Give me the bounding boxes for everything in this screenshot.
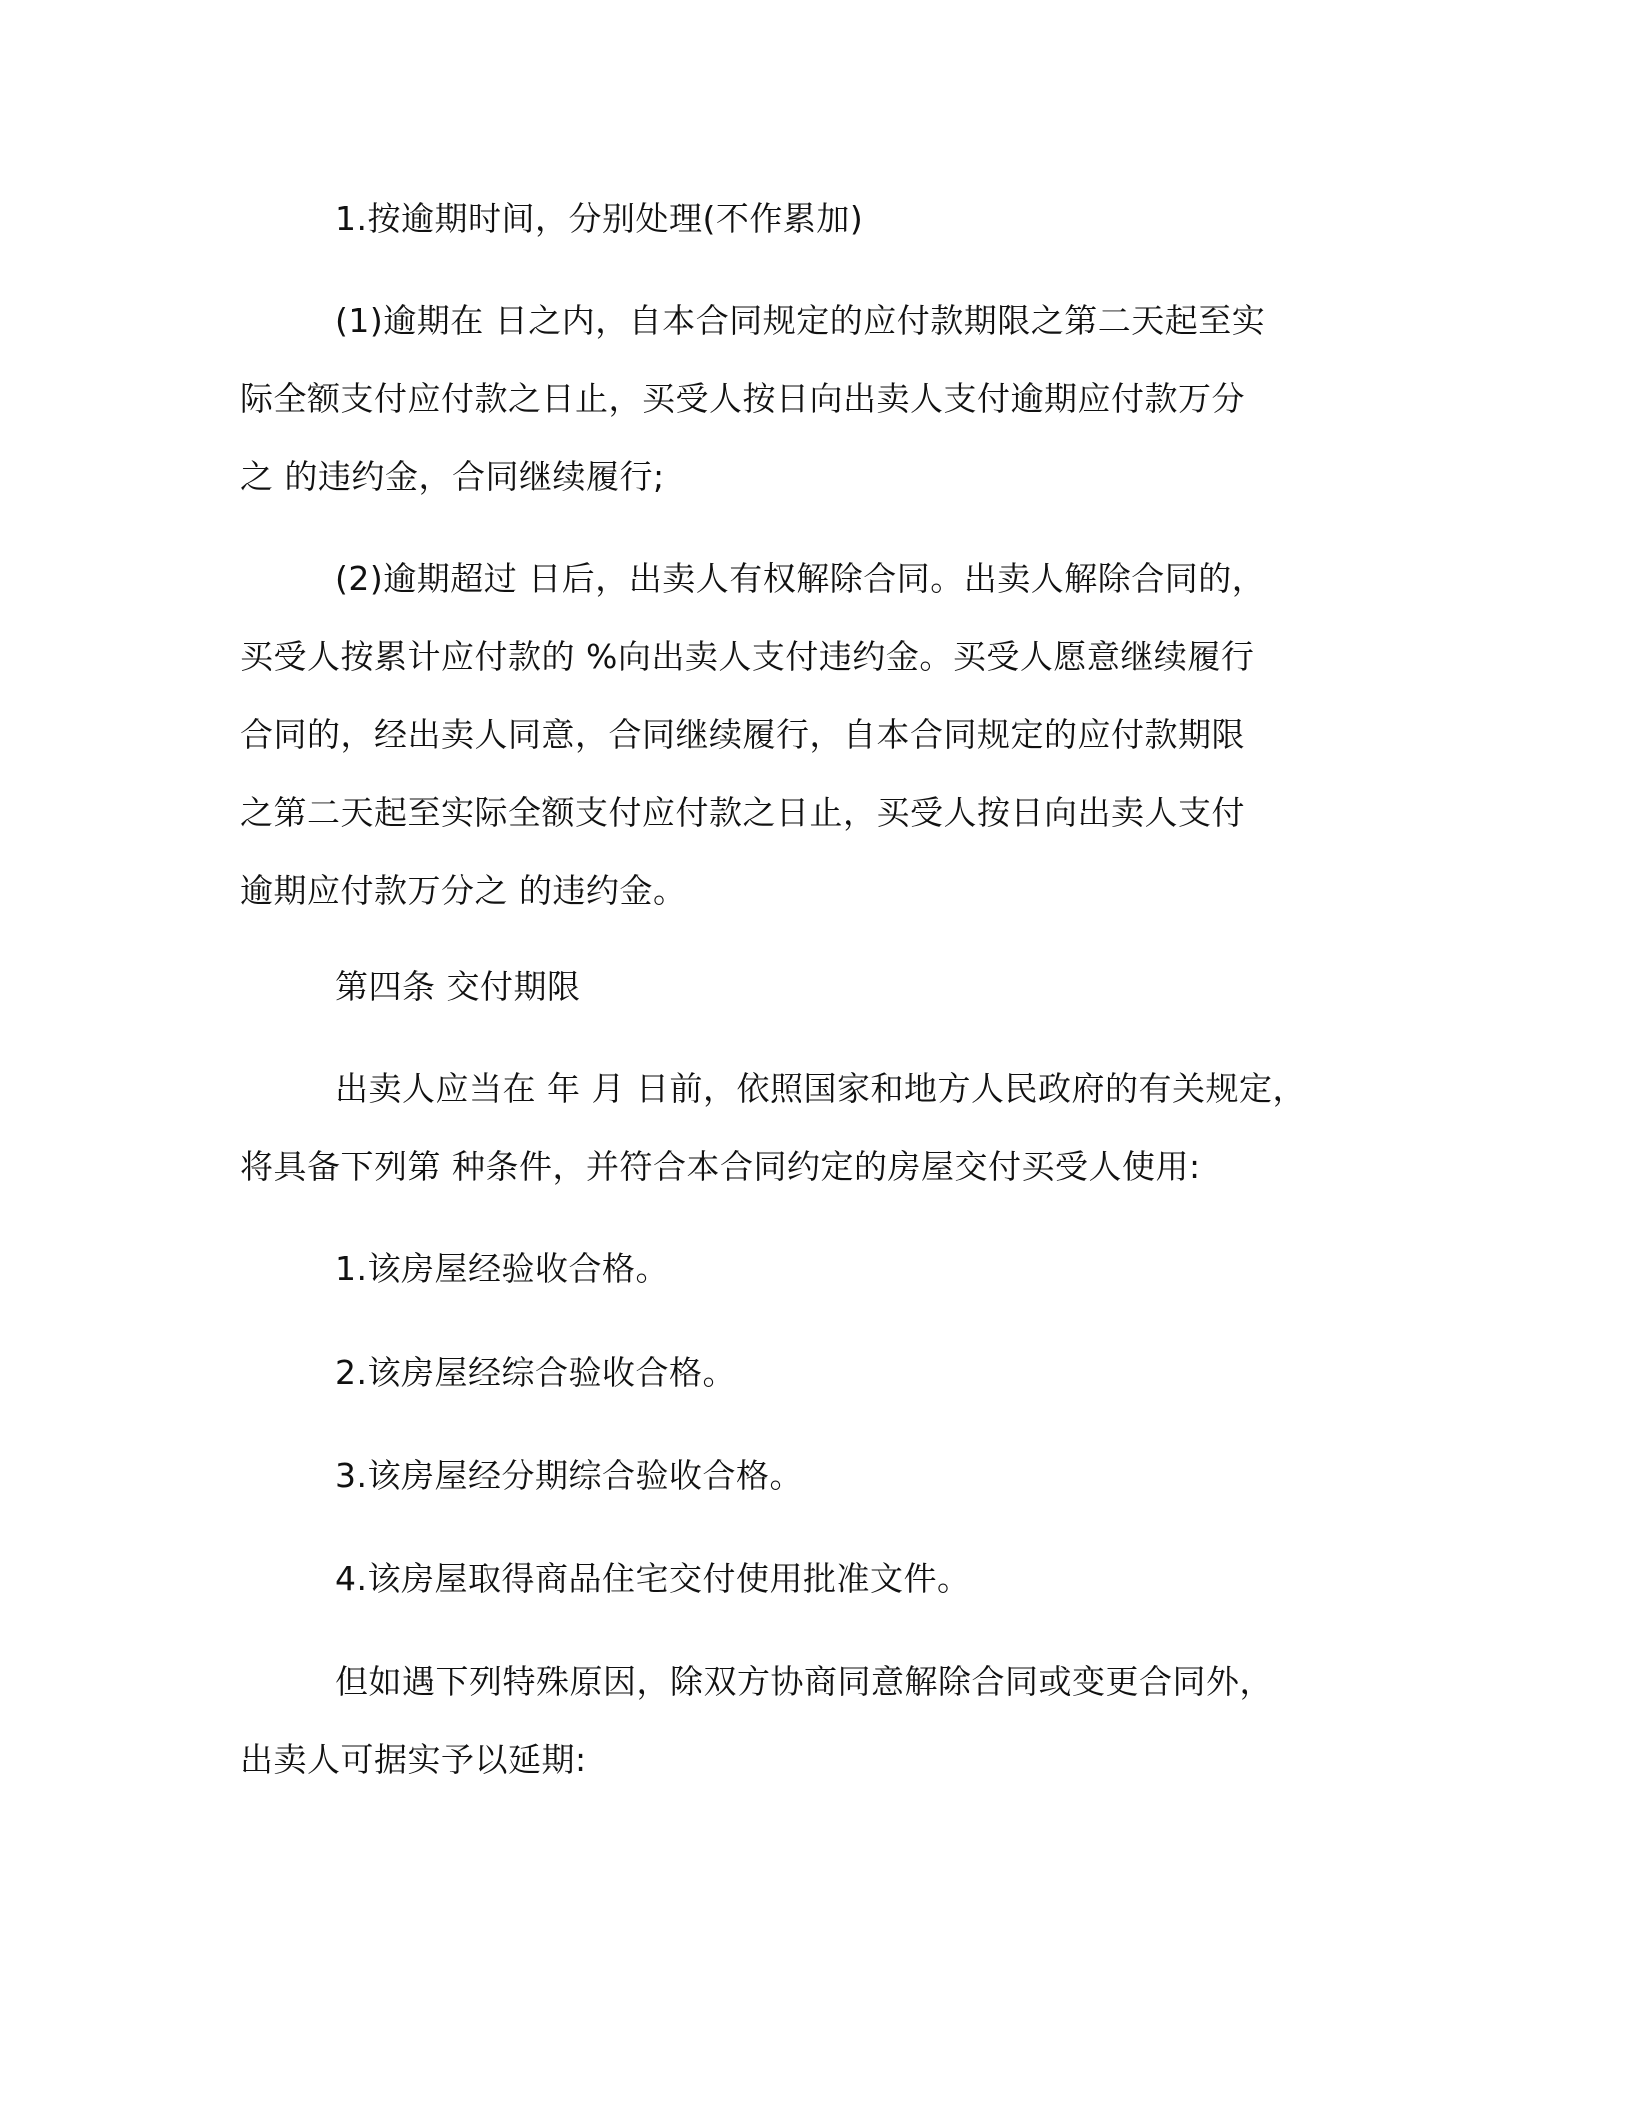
paragraph-overdue-handling xyxy=(240,180,1390,258)
paragraph-line: 际全额支付应付款之日止，买受人按日向出卖人支付逾期应付款万分 xyxy=(240,379,1245,418)
paragraph-line: 之 的违约金，合同继续履行; xyxy=(240,457,665,496)
paragraph-line: 合同的，经出卖人同意，合同继续履行，自本合同规定的应付款期限 xyxy=(240,715,1245,754)
list-item-condition-3 xyxy=(240,1437,1390,1515)
paragraph-line: (1)逾期在 日之内，自本合同规定的应付款期限之第二天起至实 xyxy=(335,301,1266,340)
paragraph-line: 1.按逾期时间，分别处理(不作累加) xyxy=(335,199,864,238)
paragraph-line: 出卖人应当在 年 月 日前，依照国家和地方人民政府的有关规定， xyxy=(335,1069,1306,1108)
paragraph-line: 之第二天起至实际全额支付应付款之日止，买受人按日向出卖人支付 xyxy=(240,793,1245,832)
paragraph-line: 将具备下列第 种条件，并符合本合同约定的房屋交付买受人使用: xyxy=(240,1147,1201,1186)
section-heading-article-4 xyxy=(240,948,1390,1026)
paragraph-line: 逾期应付款万分之 的违约金。 xyxy=(240,871,687,910)
paragraph-line: 4.该房屋取得商品住宅交付使用批准文件。 xyxy=(335,1559,971,1598)
paragraph-line: 但如遇下列特殊原因，除双方协商同意解除合同或变更合同外， xyxy=(335,1662,1273,1701)
paragraph-line: 3.该房屋经分期综合验收合格。 xyxy=(335,1456,803,1495)
paragraph-line: 买受人按累计应付款的 %向出卖人支付违约金。买受人愿意继续履行 xyxy=(240,637,1255,676)
paragraph-line: 第四条 交付期限 xyxy=(335,967,581,1006)
list-item-condition-4 xyxy=(240,1540,1390,1618)
paragraph-line: 1.该房屋经验收合格。 xyxy=(335,1249,669,1288)
paragraph-line: (2)逾期超过 日后，出卖人有权解除合同。出卖人解除合同的， xyxy=(335,559,1266,598)
paragraph-delivery-deadline xyxy=(240,1050,1390,1206)
paragraph-overdue-within-days xyxy=(240,282,1390,516)
paragraph-line: 2.该房屋经综合验收合格。 xyxy=(335,1353,736,1392)
paragraph-special-reasons xyxy=(240,1643,1390,1799)
paragraph-overdue-exceeding-days xyxy=(240,540,1390,930)
paragraph-line: 出卖人可据实予以延期: xyxy=(240,1740,587,1779)
list-item-condition-2 xyxy=(240,1334,1390,1412)
list-item-condition-1 xyxy=(240,1230,1390,1308)
